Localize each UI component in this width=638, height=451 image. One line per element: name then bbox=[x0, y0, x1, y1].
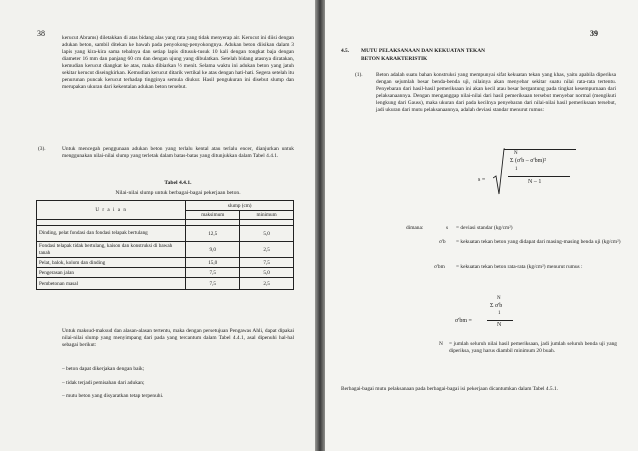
row-min: 2,5 bbox=[240, 278, 294, 290]
item-3-text: Untuk mencegah penggunaan adukan beton yang terlalu kental atau terlalu encer, dianjurkan untuk menggunakan nilai-nilai slump yang terletak dalam batas-batas yang ditunjukkan dalam Tabel 4.4.1. bbox=[62, 146, 294, 160]
row-max: 15,0 bbox=[186, 258, 240, 268]
mean-one: 1 bbox=[498, 311, 501, 316]
row-min: 2,5 bbox=[240, 242, 294, 258]
left-page bbox=[0, 0, 315, 451]
row-min: 5,0 bbox=[240, 268, 294, 278]
table-row bbox=[37, 278, 294, 290]
slump-table bbox=[36, 200, 294, 290]
book-gutter bbox=[315, 0, 325, 451]
def-symbol: σ'bm bbox=[434, 264, 445, 270]
row-max: 7,5 bbox=[186, 268, 240, 278]
formula-sum: Σ (σ'b – σ'bm)² bbox=[510, 158, 547, 164]
row-max: 7,5 bbox=[186, 278, 240, 290]
right-page bbox=[325, 0, 638, 451]
table-subtitle: Nilai-nilai slump untuk berbagai-bagai pekerjaan beton. bbox=[115, 190, 241, 196]
row-max: 12,5 bbox=[186, 226, 240, 242]
row-desc: Pelat, balok, kolom dan dinding bbox=[37, 258, 186, 268]
col-header-max: maksimum bbox=[186, 211, 240, 220]
col-header-uraian: U r a i a n bbox=[37, 201, 186, 220]
list-item: – mutu beton yang disyaratkan tetap terpenuhi. bbox=[62, 393, 164, 399]
sqrt-bar bbox=[504, 149, 576, 150]
paragraph-after-table: Untuk maksud-maksud dan alasan-alasan tertentu, maka dengan persetujuan Pengawas Ahli, dapat dipakai nilai-nilai slump yang menyimpang dari pada yang tercantum dalam Tabel 4.4.1, asal dipenuhi hal-hal sebagai berikut: bbox=[62, 328, 294, 349]
table-row bbox=[37, 258, 294, 268]
paragraph-intro: kerucut Abrams) diletakkan di atas bidang alas yang rata yang tidak menyerap air. Kerucut ini diisi dengan adukan beton, sambil ditekan ke bawah pada penyokong-penyokongnya. Adukan beton diisikan dalam 3 lapis yang kira-kira sama tebalnya dan setiap lapis ditusuk-tusuk 10 kali dengan tongkat baja dengan diameter 16 mm dan panjang 60 cm dan dengan ujung yang dibulatkan. Setelah bidang atasnya diratakan, kemudian kerucut diangkat ke atas, maka dibiarkan ½ menit. Selama waktu ini adukan beton yang jatuh sekitar kerucut diseingkirkan. Kemudian kerucut ditarik vertikal ke atas dengan hati-hati. Segera setelah itu penurunan puncak kerucut terhadap tingginya semula diukur. Hasil pengukuran ini disebut slump dan merupakan ukuran dari kekentalan adukan beton tersebut. bbox=[62, 35, 294, 91]
table-title: Tabel 4.4.1. bbox=[164, 180, 192, 186]
def-text: = kekuatan tekan beton yang didapat dari masing-masing benda uji (kg/cm²) bbox=[456, 239, 621, 245]
def-text: = kekuatan tekan beton rata-rata (kg/cm²) menurut rumus : bbox=[456, 264, 583, 270]
formula-n-top: N bbox=[514, 151, 518, 156]
item-3-number: (3). bbox=[38, 146, 46, 152]
page-number-left: 38 bbox=[37, 29, 45, 38]
list-item: – tidak terjadi pemisahan dari adukan; bbox=[62, 380, 145, 386]
mean-denominator: N bbox=[497, 322, 502, 328]
def-symbol: s bbox=[446, 225, 449, 231]
def-symbol: σ'b bbox=[439, 239, 446, 245]
section-title-line-2: BETON KARAKTERISTIK bbox=[361, 56, 428, 62]
mean-fraction-line bbox=[487, 320, 513, 321]
formula-fraction-line bbox=[508, 176, 570, 177]
formula-s-lhs: s = bbox=[478, 177, 486, 183]
dimana-label: dimana: bbox=[406, 225, 424, 231]
row-desc: Dinding, pelat fondasi dan fondasi telapak bertulang bbox=[37, 226, 186, 242]
mean-sum: Σ σ'b bbox=[490, 303, 503, 309]
row-min: 5,0 bbox=[240, 226, 294, 242]
closing-paragraph: Berbagai-bagai mutu pelaksanaan pada berbagai-bagai isi pekerjaan dicantumkan dalam Tabel 4.5.1. bbox=[341, 386, 559, 392]
sqrt-sign bbox=[493, 148, 505, 198]
table-row bbox=[37, 268, 294, 278]
col-header-slump: slump (cm) bbox=[186, 201, 294, 211]
item-1-number: (1). bbox=[355, 72, 363, 78]
row-desc: Fondasi telapak tidak bertulang, kaison dan konstruksi di bawah tanah bbox=[37, 242, 186, 258]
table-row bbox=[37, 226, 294, 242]
page-number-right: 39 bbox=[590, 29, 598, 38]
def-text: = deviasi standar (kg/cm²) bbox=[456, 225, 513, 231]
formula-one: 1 bbox=[515, 167, 518, 172]
mean-lhs: σ'bm = bbox=[455, 318, 472, 324]
formula-denominator: N – 1 bbox=[528, 179, 542, 185]
row-desc: Pembetonan masal bbox=[37, 278, 186, 290]
section-number: 4.5. bbox=[341, 48, 350, 54]
mean-n-top: N bbox=[497, 296, 501, 301]
item-1-text: Beton adalah suatu bahan konstruksi yang mempunyai sifat kekuatan tekan yang khas, yaitu apabila diperiksa dengan sejumlah besar benda-benda uji, nilainya akan menyebar sekitar suatu nilai rata-rata tertentu. Penyebaran dari hasil-hasil pemeriksaan ini akan kecil atau besar bergantung pada tingkat kesempurnaan dari pelaksanaannya. Dengan menganggap nilai-nilai dari hasil pemeriksaan tersebut menyebar normal (mengikuti lengkung dari Gauss), maka ukuran dari pada kecilnya penyebaran dari nilai-nilai hasil pemeriksaan tersebut, jadi ukuran dari mutu pelaksanaannya, adalah deviasi standar menurut rumus: bbox=[376, 72, 616, 114]
row-min: 7,5 bbox=[240, 258, 294, 268]
section-title-line-1: MUTU PELAKSANAAN DAN KEKUATAN TEKAN bbox=[361, 48, 485, 54]
table-row bbox=[37, 242, 294, 258]
row-desc: Pengerasan jalan bbox=[37, 268, 186, 278]
n-definition: = jumlah seluruh nilai hasil pemeriksaan, jadi jumlah seluruh benda uji yang diperiksa, yang harus diambil minimum 20 buah. bbox=[449, 341, 617, 355]
row-max: 9,0 bbox=[186, 242, 240, 258]
col-header-min: minimum bbox=[240, 211, 294, 220]
n-symbol: N bbox=[439, 341, 443, 347]
list-item: – beton dapat dikerjakan dengan baik; bbox=[62, 366, 145, 372]
